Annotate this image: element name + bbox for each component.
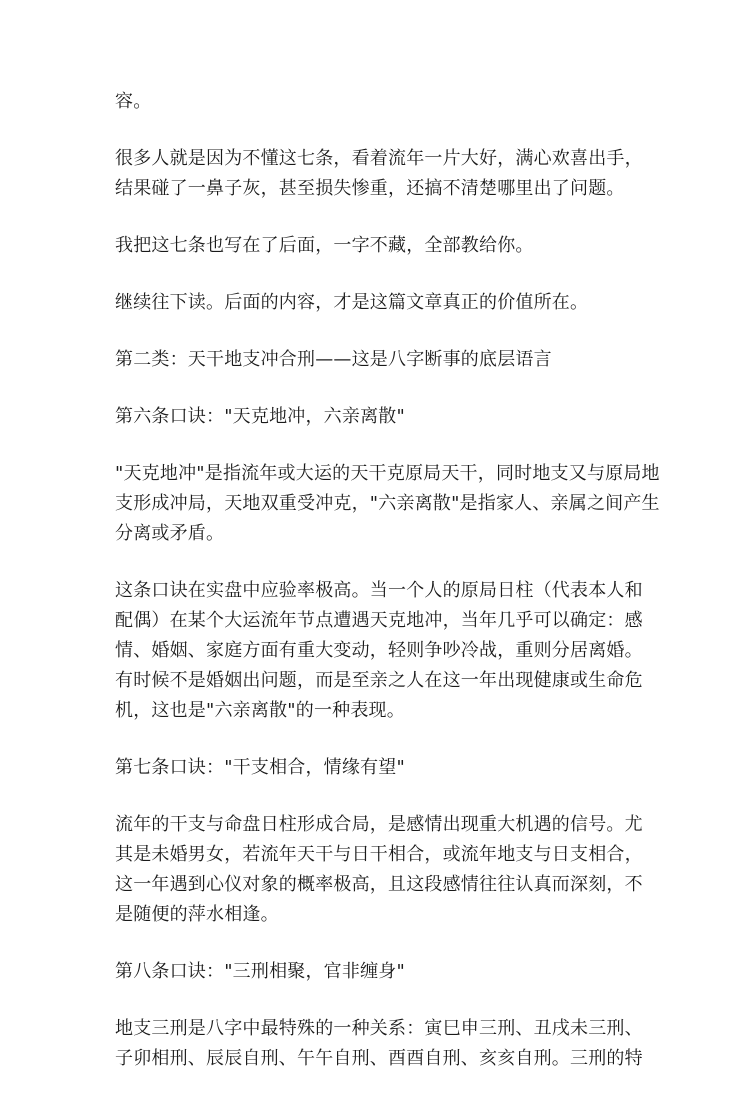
text-line: 配偶）在某个大运流年节点遭遇天克地冲，当年几乎可以确定：感 xyxy=(115,610,643,631)
text-line: 支形成冲局，天地双重受冲克，"六亲离散"是指家人、亲属之间产生 xyxy=(115,493,660,514)
paragraph-seven-rules-intro xyxy=(0,144,750,204)
text-line: 第二类：天干地支冲合刑——这是八字断事的底层语言 xyxy=(115,349,552,370)
paragraph-rule-eight-explanation xyxy=(0,1014,750,1074)
paragraph-rule-seven-explanation xyxy=(0,810,750,930)
text-line: 地支三刑是八字中最特殊的一种关系：寅巳申三刑、丑戌未三刑、 xyxy=(115,1018,643,1039)
text-line: 第八条口诀："三刑相聚，官非缠身" xyxy=(115,961,405,982)
text-line: 情、婚姻、家庭方面有重大变动，轻则争吵冷战，重则分居离婚。 xyxy=(115,640,643,661)
text-line: 有时候不是婚姻出问题，而是至亲之人在这一年出现健康或生命危 xyxy=(115,670,643,691)
article-body xyxy=(0,87,750,1101)
text-line: 分离或矛盾。 xyxy=(115,523,225,544)
paragraph-rule-six-practice xyxy=(0,576,750,726)
text-line: 我把这七条也写在了后面，一字不藏，全部教给你。 xyxy=(115,235,534,256)
text-line: 这一年遇到心仪对象的概率极高，且这段感情往往认真而深刻，不 xyxy=(115,874,643,895)
paragraph-continue-reading xyxy=(0,288,750,318)
text-line: 机，这也是"六亲离散"的一种表现。 xyxy=(115,700,405,721)
text-line: 容。 xyxy=(115,91,152,112)
rule-heading-six xyxy=(0,402,750,432)
text-line: 第六条口诀："天克地冲，六亲离散" xyxy=(115,406,405,427)
paragraph-continuation xyxy=(0,87,750,117)
text-line: 子卯相刑、辰辰自刑、午午自刑、酉酉自刑、亥亥自刑。三刑的特 xyxy=(115,1048,643,1069)
text-line: 很多人就是因为不懂这七条，看着流年一片大好，满心欢喜出手， xyxy=(115,148,643,169)
text-line: 继续往下读。后面的内容，才是这篇文章真正的价值所在。 xyxy=(115,292,589,313)
rule-heading-seven xyxy=(0,753,750,783)
paragraph-rules-later xyxy=(0,231,750,261)
text-line: 其是未婚男女，若流年天干与日干相合，或流年地支与日支相合， xyxy=(115,844,643,865)
text-line: 这条口诀在实盘中应验率极高。当一个人的原局日柱（代表本人和 xyxy=(115,580,643,601)
paragraph-rule-six-explanation xyxy=(0,459,750,549)
rule-heading-eight xyxy=(0,957,750,987)
text-line: "天克地冲"是指流年或大运的天干克原局天干，同时地支又与原局地 xyxy=(115,463,660,484)
text-line: 是随便的萍水相逢。 xyxy=(115,904,279,925)
section-heading-category-two xyxy=(0,345,750,375)
text-line: 第七条口诀："干支相合，情缘有望" xyxy=(115,757,405,778)
text-line: 流年的干支与命盘日柱形成合局，是感情出现重大机遇的信号。尤 xyxy=(115,814,643,835)
text-line: 结果碰了一鼻子灰，甚至损失惨重，还搞不清楚哪里出了问题。 xyxy=(115,178,625,199)
